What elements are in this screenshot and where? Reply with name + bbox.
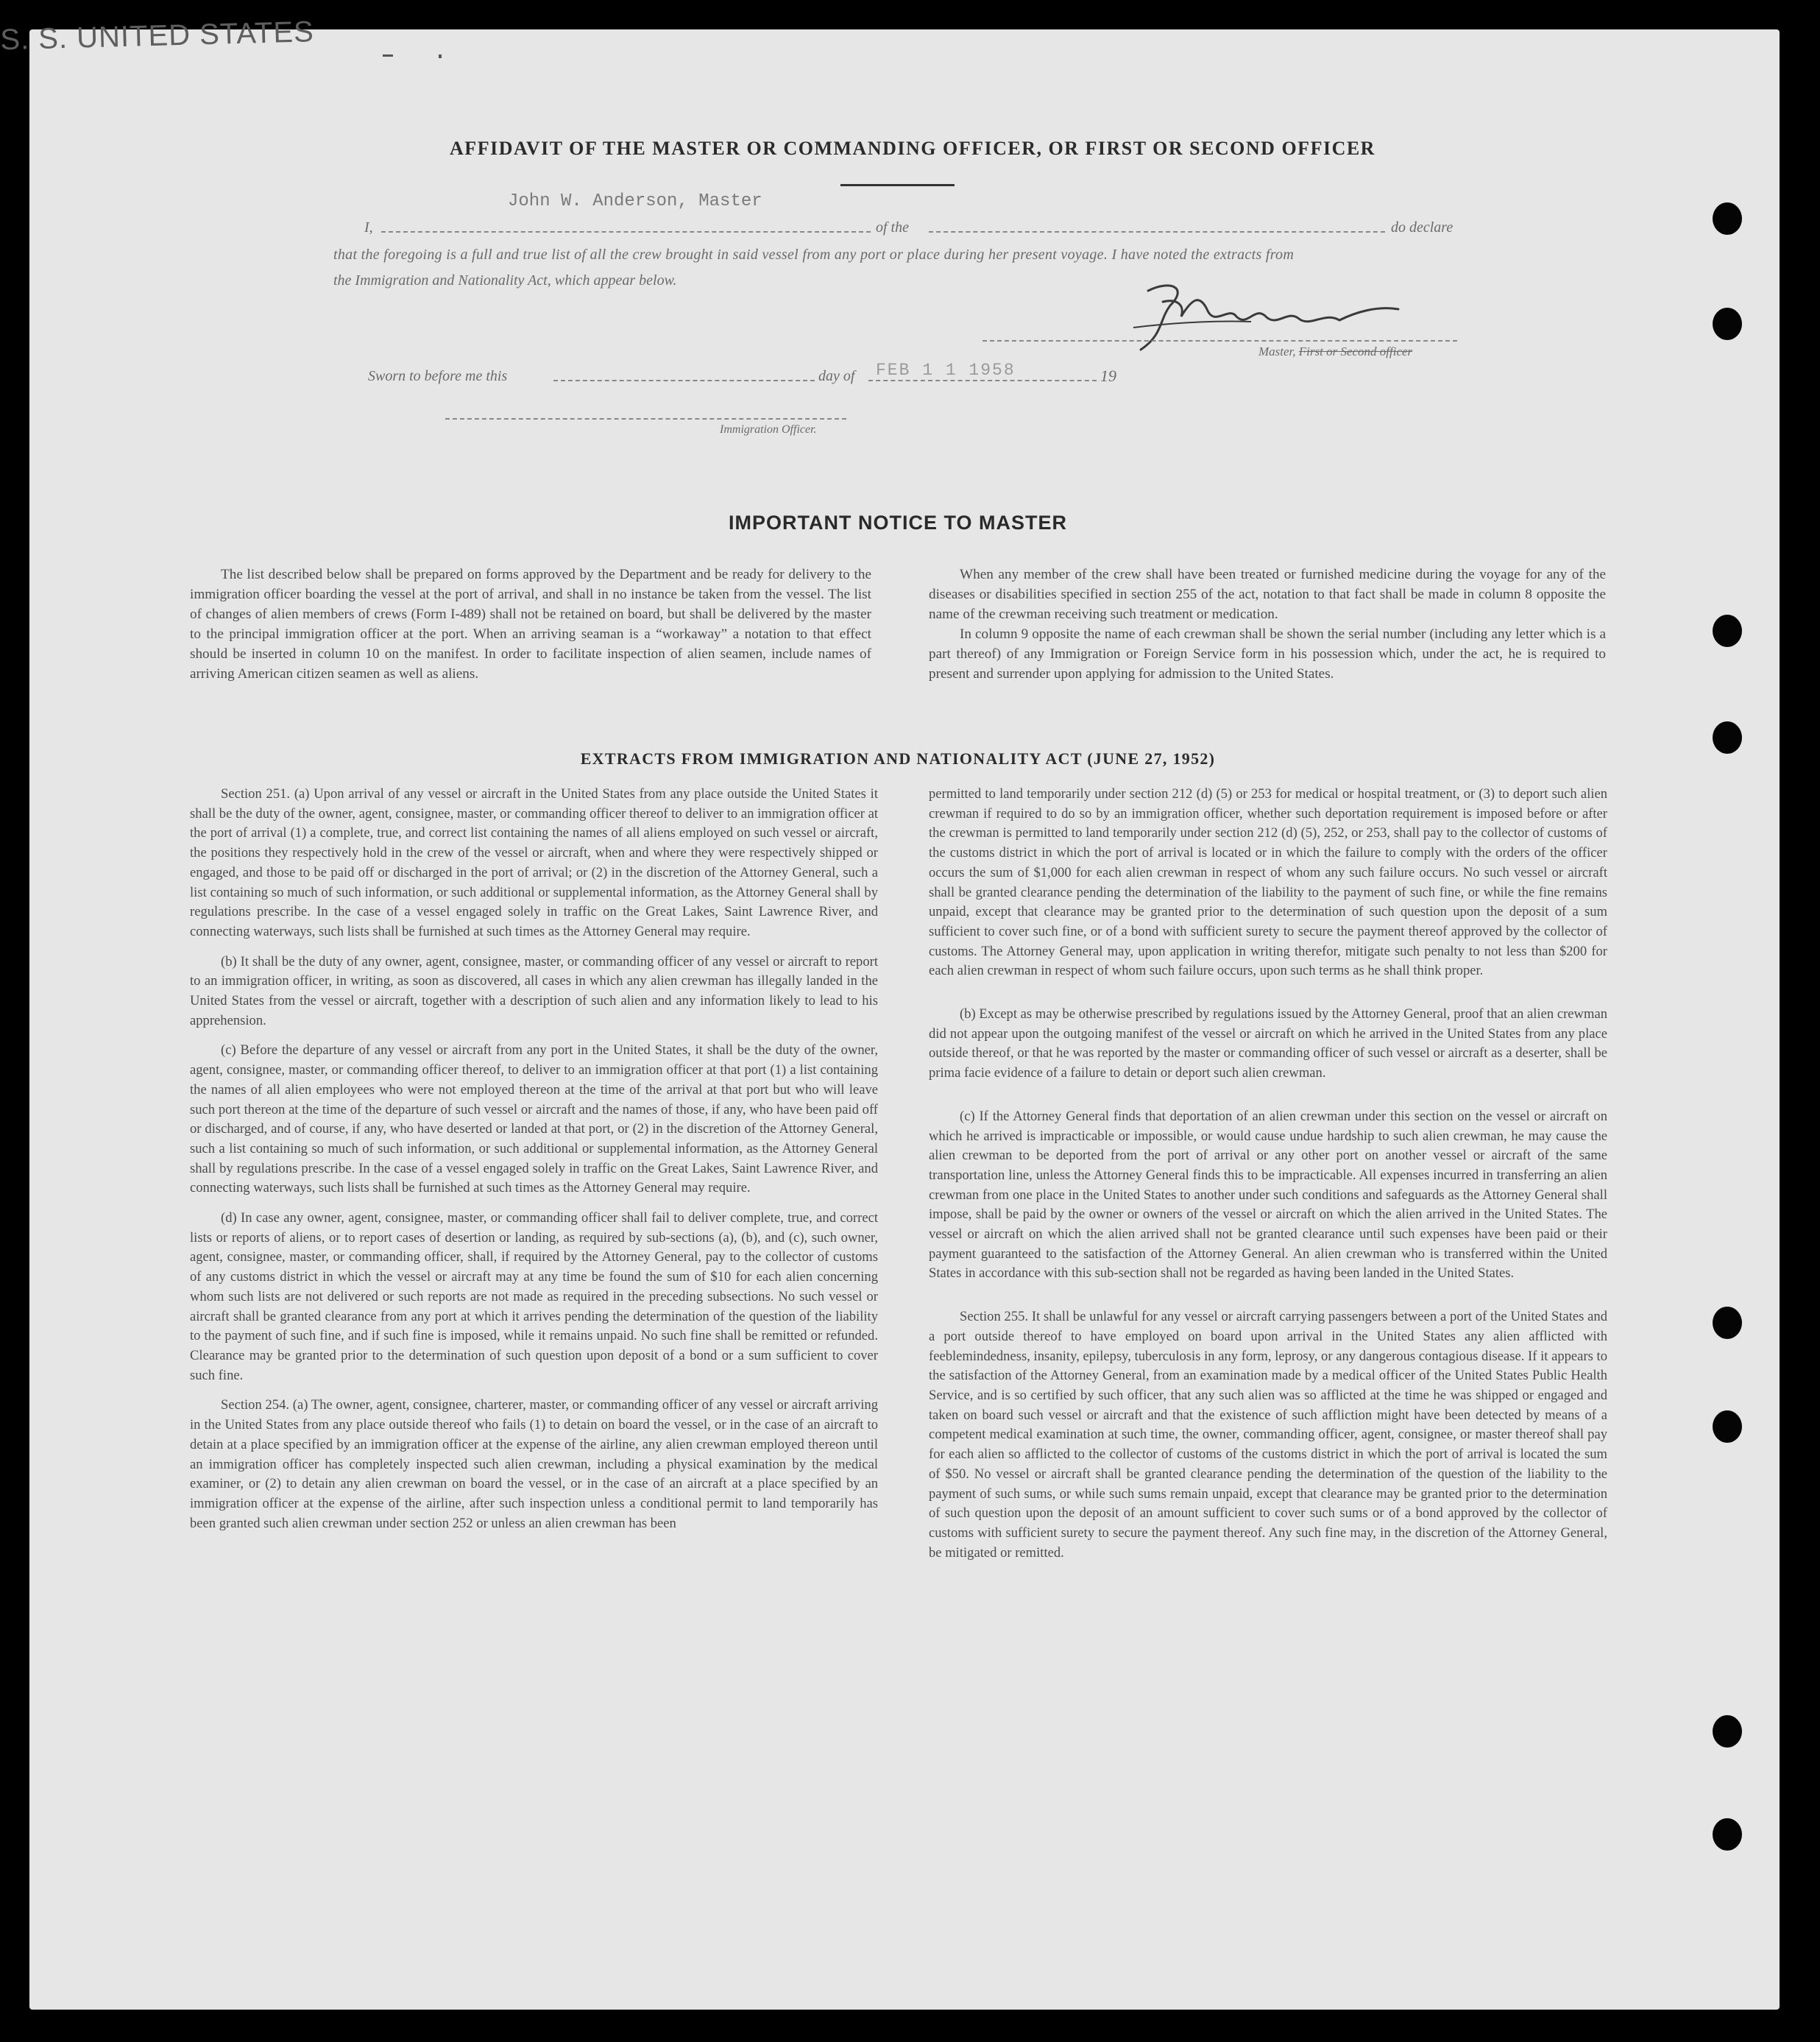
affidavit-statement-line-1: that the foregoing is a full and true list of all the crew brought in said vessel from any port or place during her present voyage. I have noted the extracts from [333, 247, 1295, 263]
scan-mark [439, 54, 442, 58]
section-paragraph: (d) In case any owner, agent, consignee, master, or commanding officer shall fail to deliver complete, true, and correct lists or reports of aliens, or to report cases of desertion or landing, as required by sub-sections (a), (b), and (c), such owner, agent, consignee, master, or commanding officer, shall, if required by the Attorney General, pay to the collector of customs of any customs district in which the vessel or aircraft may at any time be found the sum of $10 for each alien concerning whom such lists are not delivered or such reports are not made as required in the preceding subsections. No such vessel or aircraft shall be granted clearance from any port at which it arrives pending the determination of the question of the liability to the payment of such fine, and if such fine is imposed, while it remains unpaid. No such fine shall be remitted or refunded. Clearance may be granted prior to the determination of such question upon deposit of a bond or a sum sufficient to cover such fine. [190, 1210, 878, 1383]
notice-paragraph: In column 9 opposite the name of each crewman shall be shown the serial number (including any letter which is a part thereof) of any Immigration or Foreign Service form in his possession which, under the act, he is required to present and surrender upon applying for admission to the United States. [929, 626, 1606, 682]
typed-vessel-name: S. S. UNITED STATES [0, 15, 315, 57]
label-do-declare: do declare [1391, 219, 1453, 236]
notice-left-column [190, 565, 871, 684]
extracts-right-column [929, 785, 1607, 1563]
extracts-left-column [190, 785, 878, 1533]
section-paragraph: (c) Before the departure of any vessel or aircraft from any port in the United States, it shall be the duty of the owner, agent, consignee, master, or commanding officer thereof, to deliver to an immigration officer at that port (1) a list containing the names of all alien employees who were not employed thereon at the time of the arrival at that port but who will leave such port thereon at the time of the departure of such vessel or aircraft and the names of those, if any, who have been paid off or discharged, and of course, if any, who have deserted or landed at that port, or (2) in the discretion of the Attorney General, such a list containing so much of such information, or such additional or supplemental information, as the Attorney General shall by regulations prescribe. In the case of a vessel engaged solely in traffic on the Great Lakes, Saint Lawrence River, and connecting waterways, such lists shall be furnished at such times as the Attorney General may require. [190, 1042, 878, 1196]
struck-officer-label: First or Second officer [1298, 345, 1413, 358]
title-rule [840, 184, 955, 186]
sworn-day-line [553, 380, 815, 381]
extracts-title: EXTRACTS FROM IMMIGRATION AND NATIONALITY ACT (JUNE 27, 1952) [580, 749, 1216, 768]
affidavit-title: AFFIDAVIT OF THE MASTER OR COMMANDING OFFICER, OR FIRST OR SECOND OFFICER [450, 138, 1375, 159]
binder-hole [1713, 308, 1742, 340]
immigration-officer-label: Immigration Officer. [720, 423, 817, 436]
label-i: I, [364, 219, 373, 236]
scan-mark [383, 54, 393, 57]
label-of-the: of the [876, 219, 909, 236]
binder-hole [1713, 1307, 1742, 1339]
binder-hole [1713, 202, 1742, 235]
section-paragraph: (b) It shall be the duty of any owner, agent, consignee, master, or commanding officer of any vessel or aircraft to report to an immigration officer, in writing, as soon as discovered, all cases in which any alien crewman has illegally landed in the United States from the vessel or aircraft, together with a description of such alien and any information likely to lead to his apprehension. [190, 953, 878, 1028]
notice-right-column [929, 565, 1606, 684]
vessel-line [929, 231, 1385, 233]
month-line [868, 380, 1097, 381]
section-paragraph: Section 255. It shall be unlawful for any vessel or aircraft carrying passengers between a port of the United States and a port outside thereof to have employed on board upon arrival in the United States any alien afflicted with feeblemindedness, insanity, epilepsy, tuberculosis in any form, leprosy, or any dangerous contagious disease. If it appears to the satisfaction of the Attorney General, from an examination made by a medical officer of the United States Public Health Service, and is so certified by such officer, that any such alien was so afflicted at the time he was shipped or engaged and taken on board such vessel or aircraft and that the existence of such affliction might have been detected by means of a competent medical examination at such time, the owner, commanding officer, agent, consignee, or master thereof shall pay for each alien so afflicted to the collector of customs of the customs district in which the port of arrival is located the sum of $50. No vessel or aircraft shall be granted clearance pending the determination of the question of the liability to the payment of such sums, or while such sums remain unpaid, except that clearance may be granted prior to the determination of such question upon the deposit of an amount sufficient to cover such sums or of a bond approved by the collector of customs with sufficient surety to secure the payment thereof. Any such fine may, in the discretion of the Attorney General, be mitigated or remitted. [929, 1309, 1607, 1561]
notice-title: IMPORTANT NOTICE TO MASTER [729, 512, 1067, 534]
binder-hole [1713, 721, 1742, 754]
section-paragraph: Section 251. (a) Upon arrival of any vessel or aircraft in the United States from any place outside the United States it shall be the duty of the owner, agent, consignee, master, or commanding officer thereof to deliver to an immigration officer at the port of arrival (1) a complete, true, and correct list containing the names of all aliens employed on such vessel or aircraft, the positions they respectively hold in the crew of the vessel or aircraft, when and where they were respectively shipped or engaged, and those to be paid off or discharged in the port of arrival; or (2) in the discretion of the Attorney General, such a list containing so much of such information, or such additional or supplemental information, as the Attorney General shall by regulations prescribe. In the case of a vessel engaged solely in traffic on the Great Lakes, Saint Lawrence River, and connecting waterways, such lists shall be furnished at such times as the Attorney General may require. [190, 786, 878, 939]
section-paragraph: (c) If the Attorney General finds that deportation of an alien crewman under this section on the vessel or aircraft on which he arrived is impracticable or impossible, or would cause undue hardship to such alien crewman, he may cause the alien crewman to be deported from the port of arrival or any other port on another vessel or aircraft of the same transportation line, unless the Attorney General finds this to be impracticable. All expenses incurred in transferring an alien crewman from one place in the United States to another under such conditions and safeguards as the Attorney General shall impose, shall be paid by the owner or owners of the vessel or aircraft on which the alien arrived in the United States. The vessel or aircraft on which the alien arrived shall not be granted clearance until such expenses have been paid or their payment guaranteed to the satisfaction of the Attorney General. An alien crewman who is transferred within the United States in accordance with this sub-section shall not be regarded as having been landed in the United States. [929, 1108, 1607, 1282]
section-paragraph: (b) Except as may be otherwise prescribed by regulations issued by the Attorney General, proof that an alien crewman did not appear upon the outgoing manifest of the vessel or aircraft on which he arrived in the United States from any place outside thereof, or that he was reported by the master or commanding officer of such vessel or aircraft as a deserter, shall be prima facie evidence of a failure to detain or deport such alien crewman. [929, 1006, 1607, 1081]
typed-master-name: John W. Anderson, Master [508, 191, 762, 211]
affidavit-statement-line-2: the Immigration and Nationality Act, which appear below. [333, 272, 677, 289]
officer-signature-line [445, 418, 846, 420]
notice-paragraph: When any member of the crew shall have been treated or furnished medicine during the voyage for any of the diseases or disabilities specified in section 255 of the act, notation to that fact shall be made in column 8 opposite the name of the crewman receiving such treatment or medication. [929, 567, 1606, 622]
year-label: 19 [1100, 367, 1116, 385]
sworn-label: Sworn to before me this [368, 368, 508, 384]
name-line [381, 231, 871, 233]
section-paragraph: permitted to land temporarily under section 212 (d) (5) or 253 for medical or hospital treatment, or (3) to deport such alien crewman if required to do so by an immigration officer, whether such deportation requirement is imposed before or after the crewman is permitted to land temporarily under section 212 (d) (5), 252, or 253, shall pay to the collector of customs of the customs district in which the port of arrival is located or in which the failure to comply with the orders of the officer occurs the sum of $1,000 for each alien crewman in respect of whom any such failure occurs. No such vessel or aircraft shall be granted clearance pending the determination of the liability to the payment of such fine, or while the fine remains unpaid, except that clearance may be granted prior to the determination of such question upon the deposit of a sum sufficient to cover such fine, or of a bond with sufficient surety to secure the payment thereof approved by the collector of customs. The Attorney General may, upon application in writing therefor, mitigate such penalty to not less than $200 for each alien crewman in respect of whom such failure occurs, upon such terms as he shall think proper. [929, 786, 1607, 979]
signature-label [1258, 345, 1412, 359]
binder-hole [1713, 1818, 1742, 1851]
master-label: Master, [1258, 345, 1296, 358]
stamped-date: FEB 1 1 1958 [876, 361, 1016, 380]
notice-paragraph: The list described below shall be prepared on forms approved by the Department and be ready for delivery to the immigration officer boarding the vessel at the port of arrival, and shall in no instance be taken from the vessel. The list of changes of alien members of crews (Form I-489) shall not be retained on board, but shall be delivered by the master to the principal immigration officer at the port. When an arriving seaman is a “workaway” a notation to that effect should be inserted in column 10 on the manifest. In order to facilitate inspection of alien seamen, include names of arriving American citizen seamen as well as aliens. [190, 567, 871, 682]
signature-line [982, 340, 1457, 342]
day-of-label: day of [818, 368, 855, 384]
binder-hole [1713, 1715, 1742, 1748]
binder-hole [1713, 1410, 1742, 1443]
binder-hole [1713, 615, 1742, 647]
section-paragraph: Section 254. (a) The owner, agent, consignee, charterer, master, or commanding officer of any vessel or aircraft arriving in the United States from any place outside thereof who fails (1) to detain on board the vessel, or in the case of an aircraft to detain at a place specified by an immigration officer at the expense of the airline, any alien crewman employed thereon until an immigration officer has completely inspected such alien crewman, including a physical examination by the medical examiner, or (2) to detain any alien crewman on board the vessel, or in the case of an aircraft at a place specified by an immigration officer at the expense of the airline, after such inspection unless a conditional permit to land temporarily has been granted such alien crewman under section 252 or unless an alien crewman has been [190, 1397, 878, 1531]
